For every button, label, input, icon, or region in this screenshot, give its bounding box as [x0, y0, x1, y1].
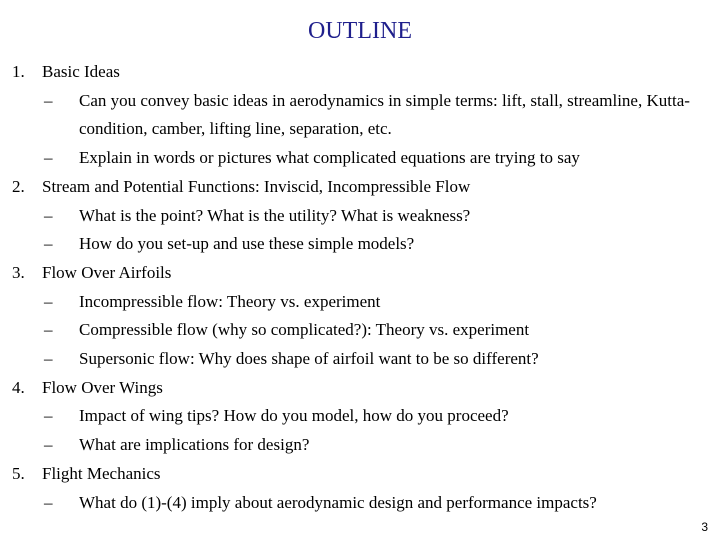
- dash-bullet: –: [44, 492, 53, 512]
- dash-bullet: –: [44, 435, 53, 455]
- outline-item-row: [12, 58, 712, 87]
- dash-bullet: –: [44, 320, 53, 340]
- outline-item: [12, 173, 712, 259]
- item-number: 4.: [12, 377, 25, 397]
- sub-item-text: What are implications for design?: [79, 435, 310, 455]
- sub-item: [12, 230, 712, 259]
- sub-list: [12, 288, 712, 374]
- outline-item: [12, 58, 712, 173]
- slide-title: OUTLINE: [308, 18, 412, 44]
- sub-item-text: How do you set-up and use these simple models?: [79, 234, 415, 254]
- dash-bullet: –: [44, 349, 53, 369]
- dash-bullet: –: [44, 90, 53, 110]
- dash-bullet: –: [44, 234, 53, 254]
- sub-list: [12, 489, 712, 518]
- sub-item-text: What do (1)-(4) imply about aerodynamic design and performance impacts?: [79, 492, 597, 512]
- dash-bullet: –: [44, 291, 53, 311]
- sub-item-text: Incompressible flow: Theory vs. experiment: [79, 291, 381, 311]
- dash-bullet: –: [44, 148, 53, 168]
- item-text: Flow Over Airfoils: [42, 262, 172, 282]
- sub-item: [12, 402, 712, 431]
- item-text: Flow Over Wings: [42, 377, 163, 397]
- item-number: 5.: [12, 463, 25, 483]
- outline-item: [12, 460, 712, 517]
- outline-list: [12, 58, 712, 517]
- item-number: 2.: [12, 176, 25, 196]
- sub-item: [12, 144, 712, 173]
- sub-item: [12, 489, 712, 518]
- sub-item-text: Supersonic flow: Why does shape of airfoil want to be so different?: [79, 349, 539, 369]
- outline-item-row: [12, 460, 712, 489]
- sub-list: [12, 87, 712, 173]
- sub-item: [12, 288, 712, 317]
- outline-item: [12, 259, 712, 374]
- outline-item-row: [12, 259, 712, 288]
- sub-item: [12, 316, 712, 345]
- sub-item-text: Can you convey basic ideas in aerodynamics in simple terms: lift, stall, streamline, Kutta-condition, camber, lifting line, separation, etc.: [79, 90, 690, 139]
- outline-item-row: [12, 374, 712, 403]
- sub-list: [12, 202, 712, 259]
- item-number: 3.: [12, 262, 25, 282]
- item-text: Stream and Potential Functions: Inviscid, Incompressible Flow: [42, 176, 471, 196]
- sub-item: [12, 345, 712, 374]
- sub-item-text: Compressible flow (why so complicated?): Theory vs. experiment: [79, 320, 530, 340]
- dash-bullet: –: [44, 205, 53, 225]
- page-number: 3: [701, 520, 708, 534]
- outline-item-row: [12, 173, 712, 202]
- sub-item-text: Impact of wing tips? How do you model, how do you proceed?: [79, 406, 509, 426]
- sub-item: [12, 431, 712, 460]
- dash-bullet: –: [44, 406, 53, 426]
- sub-item-text: What is the point? What is the utility? What is weakness?: [79, 205, 471, 225]
- sub-item: [12, 202, 712, 231]
- item-number: 1.: [12, 62, 25, 81]
- sub-list: [12, 402, 712, 459]
- sub-item: [12, 87, 712, 144]
- item-text: Basic Ideas: [42, 62, 120, 81]
- outline-item: [12, 374, 712, 460]
- item-text: Flight Mechanics: [42, 463, 161, 483]
- sub-item-text: Explain in words or pictures what complicated equations are trying to say: [79, 148, 580, 168]
